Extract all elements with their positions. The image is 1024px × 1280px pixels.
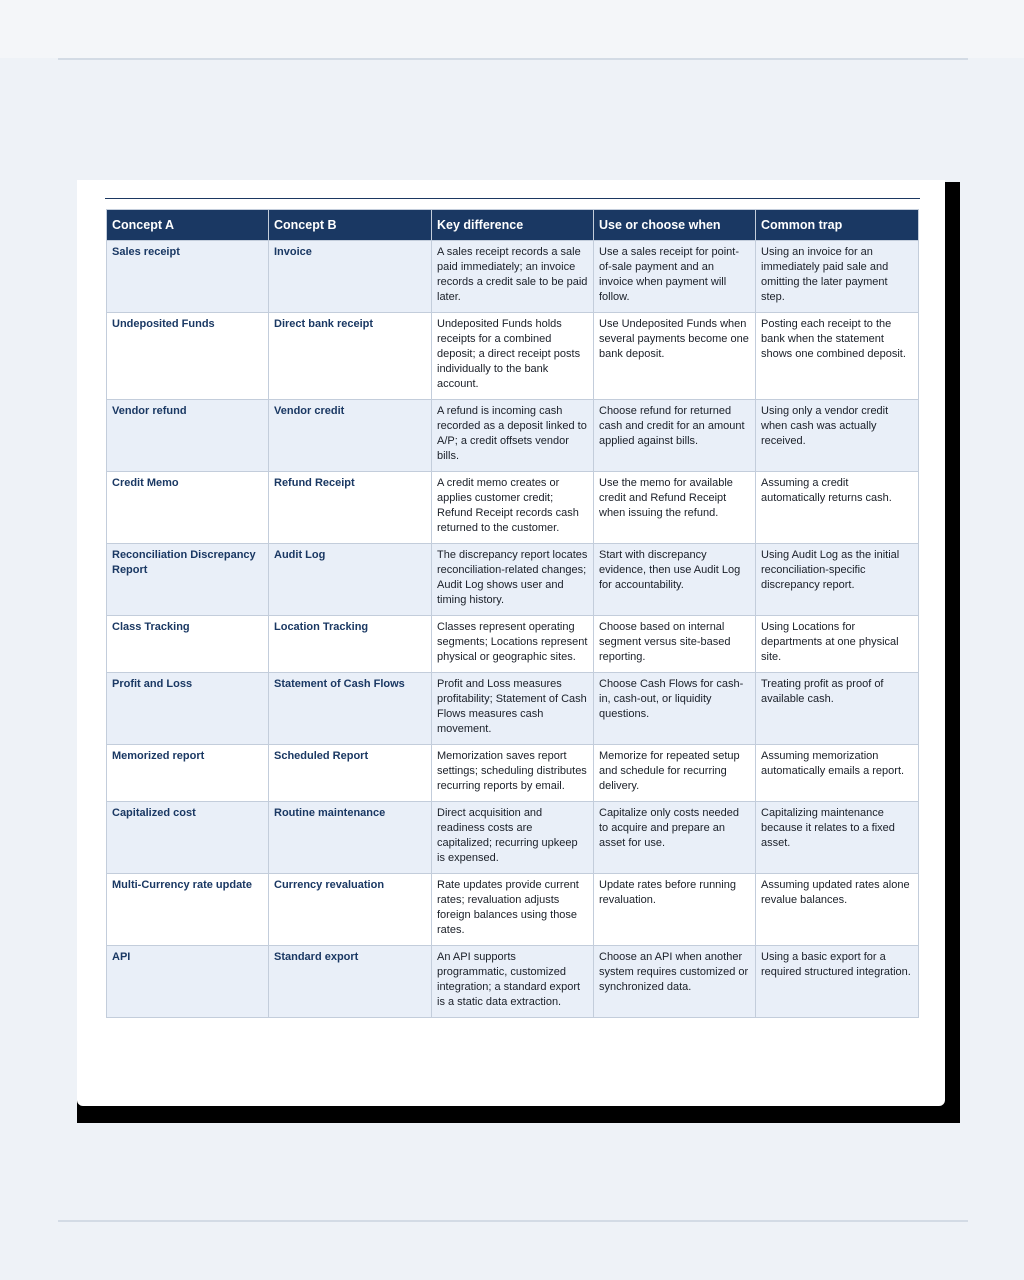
common-trap-cell: Using Locations for departments at one physical site. [756, 616, 919, 673]
concept-b-cell: Vendor credit [269, 400, 432, 472]
table-row [107, 472, 919, 544]
header-use-when: Use or choose when [594, 210, 756, 241]
header-common-trap: Common trap [756, 210, 919, 241]
concept-a-cell: Capitalized cost [107, 802, 269, 874]
table-body [107, 241, 919, 1018]
concept-b-cell: Statement of Cash Flows [269, 673, 432, 745]
use-when-cell: Choose refund for returned cash and credit for an amount applied against bills. [594, 400, 756, 472]
comparison-table [106, 209, 919, 1018]
concept-a-cell: Credit Memo [107, 472, 269, 544]
key-difference-cell: The discrepancy report locates reconciliation-related changes; Audit Log shows user and timing history. [432, 544, 594, 616]
concept-b-cell: Scheduled Report [269, 745, 432, 802]
use-when-cell: Choose Cash Flows for cash-in, cash-out, or liquidity questions. [594, 673, 756, 745]
use-when-cell: Capitalize only costs needed to acquire and prepare an asset for use. [594, 802, 756, 874]
concept-b-cell: Direct bank receipt [269, 313, 432, 400]
concept-a-cell: Memorized report [107, 745, 269, 802]
common-trap-cell: Treating profit as proof of available cash. [756, 673, 919, 745]
key-difference-cell: Memorization saves report settings; scheduling distributes recurring reports by email. [432, 745, 594, 802]
concept-b-cell: Standard export [269, 946, 432, 1018]
key-difference-cell: A sales receipt records a sale paid immediately; an invoice records a credit sale to be paid later. [432, 241, 594, 313]
use-when-cell: Memorize for repeated setup and schedule for recurring delivery. [594, 745, 756, 802]
document-card [77, 180, 945, 1106]
header-concept-a: Concept A [107, 210, 269, 241]
common-trap-cell: Assuming memorization automatically emails a report. [756, 745, 919, 802]
concept-a-cell: Reconciliation Discrepancy Report [107, 544, 269, 616]
concept-a-cell: Sales receipt [107, 241, 269, 313]
top-divider [58, 58, 968, 60]
concept-a-cell: Profit and Loss [107, 673, 269, 745]
concept-a-cell: Class Tracking [107, 616, 269, 673]
top-bar [0, 0, 1024, 58]
concept-a-cell: API [107, 946, 269, 1018]
table-row [107, 616, 919, 673]
key-difference-cell: An API supports programmatic, customized integration; a standard export is a static data extraction. [432, 946, 594, 1018]
key-difference-cell: A credit memo creates or applies customer credit; Refund Receipt records cash returned to the customer. [432, 472, 594, 544]
header-concept-b: Concept B [269, 210, 432, 241]
concept-b-cell: Routine maintenance [269, 802, 432, 874]
table-row [107, 544, 919, 616]
concept-b-cell: Currency revaluation [269, 874, 432, 946]
concept-b-cell: Refund Receipt [269, 472, 432, 544]
key-difference-cell: Profit and Loss measures profitability; Statement of Cash Flows measures cash movement. [432, 673, 594, 745]
use-when-cell: Start with discrepancy evidence, then use Audit Log for accountability. [594, 544, 756, 616]
common-trap-cell: Capitalizing maintenance because it relates to a fixed asset. [756, 802, 919, 874]
common-trap-cell: Using a basic export for a required structured integration. [756, 946, 919, 1018]
common-trap-cell: Using only a vendor credit when cash was actually received. [756, 400, 919, 472]
bottom-divider [58, 1220, 968, 1222]
table-row [107, 874, 919, 946]
table-header-row [107, 210, 919, 241]
document-title [105, 180, 705, 198]
table-row [107, 745, 919, 802]
header-key-difference: Key difference [432, 210, 594, 241]
concept-b-cell: Invoice [269, 241, 432, 313]
key-difference-cell: Direct acquisition and readiness costs are capitalized; recurring upkeep is expensed. [432, 802, 594, 874]
use-when-cell: Choose based on internal segment versus site-based reporting. [594, 616, 756, 673]
key-difference-cell: Rate updates provide current rates; revaluation adjusts foreign balances using those rates. [432, 874, 594, 946]
table-row [107, 313, 919, 400]
concept-b-cell: Audit Log [269, 544, 432, 616]
key-difference-cell: Undeposited Funds holds receipts for a combined deposit; a direct receipt posts individually to the bank account. [432, 313, 594, 400]
title-rule [105, 198, 920, 199]
use-when-cell: Use the memo for available credit and Refund Receipt when issuing the refund. [594, 472, 756, 544]
concept-a-cell: Multi-Currency rate update [107, 874, 269, 946]
concept-b-cell: Location Tracking [269, 616, 432, 673]
key-difference-cell: Classes represent operating segments; Locations represent physical or geographic sites. [432, 616, 594, 673]
concept-a-cell: Undeposited Funds [107, 313, 269, 400]
table-row [107, 400, 919, 472]
use-when-cell: Use Undeposited Funds when several payments become one bank deposit. [594, 313, 756, 400]
key-difference-cell: A refund is incoming cash recorded as a deposit linked to A/P; a credit offsets vendor bills. [432, 400, 594, 472]
use-when-cell: Update rates before running revaluation. [594, 874, 756, 946]
table-row [107, 802, 919, 874]
common-trap-cell: Using Audit Log as the initial reconciliation-specific discrepancy report. [756, 544, 919, 616]
table-row [107, 946, 919, 1018]
use-when-cell: Choose an API when another system requires customized or synchronized data. [594, 946, 756, 1018]
common-trap-cell: Posting each receipt to the bank when the statement shows one combined deposit. [756, 313, 919, 400]
table-row [107, 673, 919, 745]
use-when-cell: Use a sales receipt for point-of-sale payment and an invoice when payment will follow. [594, 241, 756, 313]
concept-a-cell: Vendor refund [107, 400, 269, 472]
common-trap-cell: Assuming updated rates alone revalue balances. [756, 874, 919, 946]
common-trap-cell: Using an invoice for an immediately paid sale and omitting the later payment step. [756, 241, 919, 313]
common-trap-cell: Assuming a credit automatically returns cash. [756, 472, 919, 544]
table-row [107, 241, 919, 313]
